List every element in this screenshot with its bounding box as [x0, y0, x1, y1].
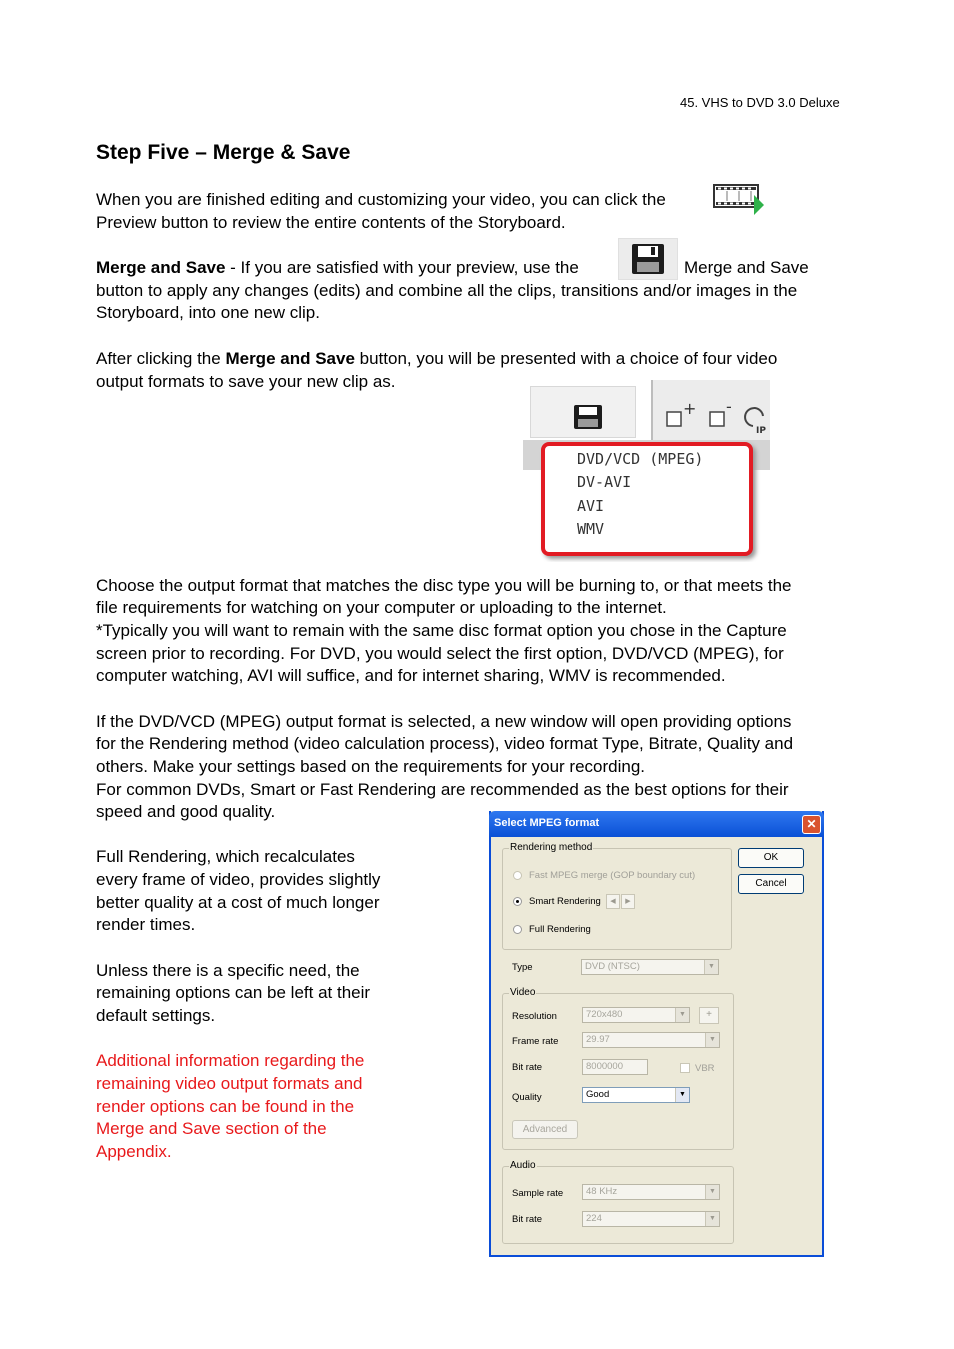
page-header: 45. VHS to DVD 3.0 Deluxe — [680, 95, 840, 110]
full-line-2: every frame of video, provides slightly — [96, 870, 381, 889]
resolution-label: Resolution — [512, 1011, 557, 1022]
remove-clip-icon — [710, 397, 732, 426]
additional-line-1: Additional information regarding the — [96, 1051, 365, 1070]
framerate-label: Frame rate — [512, 1036, 559, 1047]
dialog-titlebar[interactable] — [489, 811, 824, 837]
full-rendering-label: Full Rendering — [529, 924, 591, 935]
ok-button[interactable]: OK — [738, 848, 804, 868]
unless-line-2: remaining options can be left at their — [96, 983, 371, 1002]
after-bold: Merge and Save — [225, 349, 355, 368]
section-title: Step Five – Merge & Save — [96, 141, 351, 164]
format-menu-screenshot — [523, 380, 770, 562]
menu-item-dvd[interactable]: DVD/VCD (MPEG) — [577, 450, 704, 468]
additional-line-2: remaining video output formats and — [96, 1074, 363, 1093]
mpeg-line-4: For common DVDs, Smart or Fast Rendering are recommended as the best options for their — [96, 780, 789, 799]
framerate-select[interactable]: 29.97 ▼ — [582, 1032, 720, 1048]
bitrate-input[interactable]: 8000000 — [582, 1059, 648, 1075]
smart-rendering-label: Smart Rendering — [529, 896, 601, 907]
menu-item-avi[interactable]: AVI — [577, 497, 605, 515]
after-line-1 — [96, 348, 777, 371]
choose-line-1: Choose the output format that matches the disc type you will be burning to, or that meets the — [96, 576, 792, 595]
chevron-down-icon: ▼ — [705, 1185, 719, 1199]
unless-line-3: default settings. — [96, 1006, 216, 1025]
rendering-method-group — [502, 842, 732, 950]
sample-rate-select[interactable]: 48 KHz ▼ — [582, 1184, 720, 1200]
radio-smart[interactable] — [513, 897, 522, 906]
quality-select[interactable]: Good ▼ — [582, 1087, 690, 1103]
save-disk-icon-small — [531, 387, 635, 437]
chevron-down-icon: ▼ — [705, 1212, 719, 1226]
after-post: button, you will be presented with a choice of four video — [354, 349, 778, 368]
merge-line-1-rest: - If you are satisfied with your preview, use the — [225, 258, 579, 277]
video-group — [502, 987, 734, 1150]
additional-line-5: Appendix. — [96, 1142, 172, 1161]
merge-line-3: Storyboard, into one new clip. — [96, 303, 320, 322]
resolution-select[interactable]: 720x480 ▼ — [582, 1007, 690, 1023]
mpeg-line-1: If the DVD/VCD (MPEG) output format is selected, a new window will open providing options — [96, 712, 792, 731]
chevron-down-icon: ▼ — [704, 960, 718, 974]
merge-bold: Merge and Save — [96, 258, 226, 277]
select-mpeg-dialog — [489, 811, 824, 1257]
sample-rate-label: Sample rate — [512, 1188, 564, 1199]
choose-line-5: computer watching, AVI will suffice, and for internet sharing, WMV is recommended. — [96, 666, 726, 685]
full-line-3: better quality at a cost of much longer — [96, 893, 380, 912]
vbr-checkbox[interactable] — [680, 1063, 690, 1073]
full-line-4: render times. — [96, 915, 196, 934]
preview-film-icon — [712, 181, 770, 219]
svg-text:IP: IP — [756, 426, 766, 436]
fast-merge-label: Fast MPEG merge (GOP boundary cut) — [529, 870, 696, 881]
rotate-icon — [745, 408, 766, 436]
additional-line-3: render options can be found in the — [96, 1097, 355, 1116]
resolution-plus-button[interactable]: + — [699, 1007, 719, 1024]
audio-group-label: Audio — [510, 1160, 536, 1171]
chevron-down-icon: ▼ — [675, 1088, 689, 1102]
quality-label: Quality — [512, 1092, 542, 1103]
mpeg-line-3: others. Make your settings based on the requirements for your recording. — [96, 757, 646, 776]
menu-item-wmv[interactable]: WMV — [577, 520, 605, 538]
vbr-label: VBR — [695, 1063, 715, 1074]
radio-fast[interactable] — [513, 871, 522, 880]
mpeg-line-2: for the Rendering method (video calculation process), video format Type, Bitrate, Quality and — [96, 734, 794, 753]
merge-line-2: button to apply any changes (edits) and combine all the clips, transitions and/or images in the — [96, 281, 798, 300]
video-group-label: Video — [510, 987, 536, 998]
smart-right-arrow-icon[interactable]: ▶ — [621, 894, 635, 909]
unless-line-1: Unless there is a specific need, the — [96, 961, 360, 980]
type-label: Type — [512, 962, 533, 973]
advanced-button[interactable]: Advanced — [512, 1120, 578, 1139]
audio-bitrate-label: Bit rate — [512, 1214, 543, 1225]
smart-left-arrow-icon[interactable]: ◀ — [606, 894, 620, 909]
full-line-1: Full Rendering, which recalculates — [96, 847, 355, 866]
choose-line-4: screen prior to recording. For DVD, you would select the first option, DVD/VCD (MPEG), for — [96, 644, 784, 663]
additional-line-4: Merge and Save section of the — [96, 1119, 327, 1138]
choose-line-2: file requirements for watching on your computer or uploading to the internet. — [96, 598, 667, 617]
menu-item-dv-avi[interactable]: DV-AVI — [577, 473, 632, 491]
svg-text:+: + — [683, 399, 697, 418]
merge-line-1-after: Merge and Save — [684, 258, 809, 277]
save-disk-icon — [618, 238, 678, 280]
toolbar-strip — [651, 380, 770, 442]
svg-text:-: - — [726, 397, 732, 416]
format-dropdown-menu — [541, 442, 753, 556]
save-toolbar-button[interactable] — [530, 386, 636, 438]
choose-line-3: *Typically you will want to remain with the same disc format option you chose in the Capture — [96, 621, 787, 640]
dialog-title: Select MPEG format — [494, 817, 600, 829]
after-line-2: output formats to save your new clip as. — [96, 372, 396, 391]
audio-group — [502, 1160, 734, 1244]
mpeg-line-5: speed and good quality. — [96, 802, 276, 821]
merge-line-1 — [96, 257, 579, 280]
bitrate-label: Bit rate — [512, 1062, 543, 1073]
after-pre: After clicking the — [96, 349, 226, 368]
intro-line-2: Preview button to review the entire contents of the Storyboard. — [96, 213, 566, 232]
add-clip-icon — [667, 399, 696, 426]
close-icon[interactable]: ✕ — [802, 815, 821, 834]
cancel-button[interactable]: Cancel — [738, 874, 804, 894]
intro-line-1: When you are finished editing and customizing your video, you can click the — [96, 190, 666, 209]
radio-full[interactable] — [513, 925, 522, 934]
type-select[interactable]: DVD (NTSC) ▼ — [581, 959, 719, 975]
audio-bitrate-select[interactable]: 224 ▼ — [582, 1211, 720, 1227]
chevron-down-icon: ▼ — [675, 1008, 689, 1022]
rendering-method-label: Rendering method — [510, 842, 593, 853]
chevron-down-icon: ▼ — [705, 1033, 719, 1047]
